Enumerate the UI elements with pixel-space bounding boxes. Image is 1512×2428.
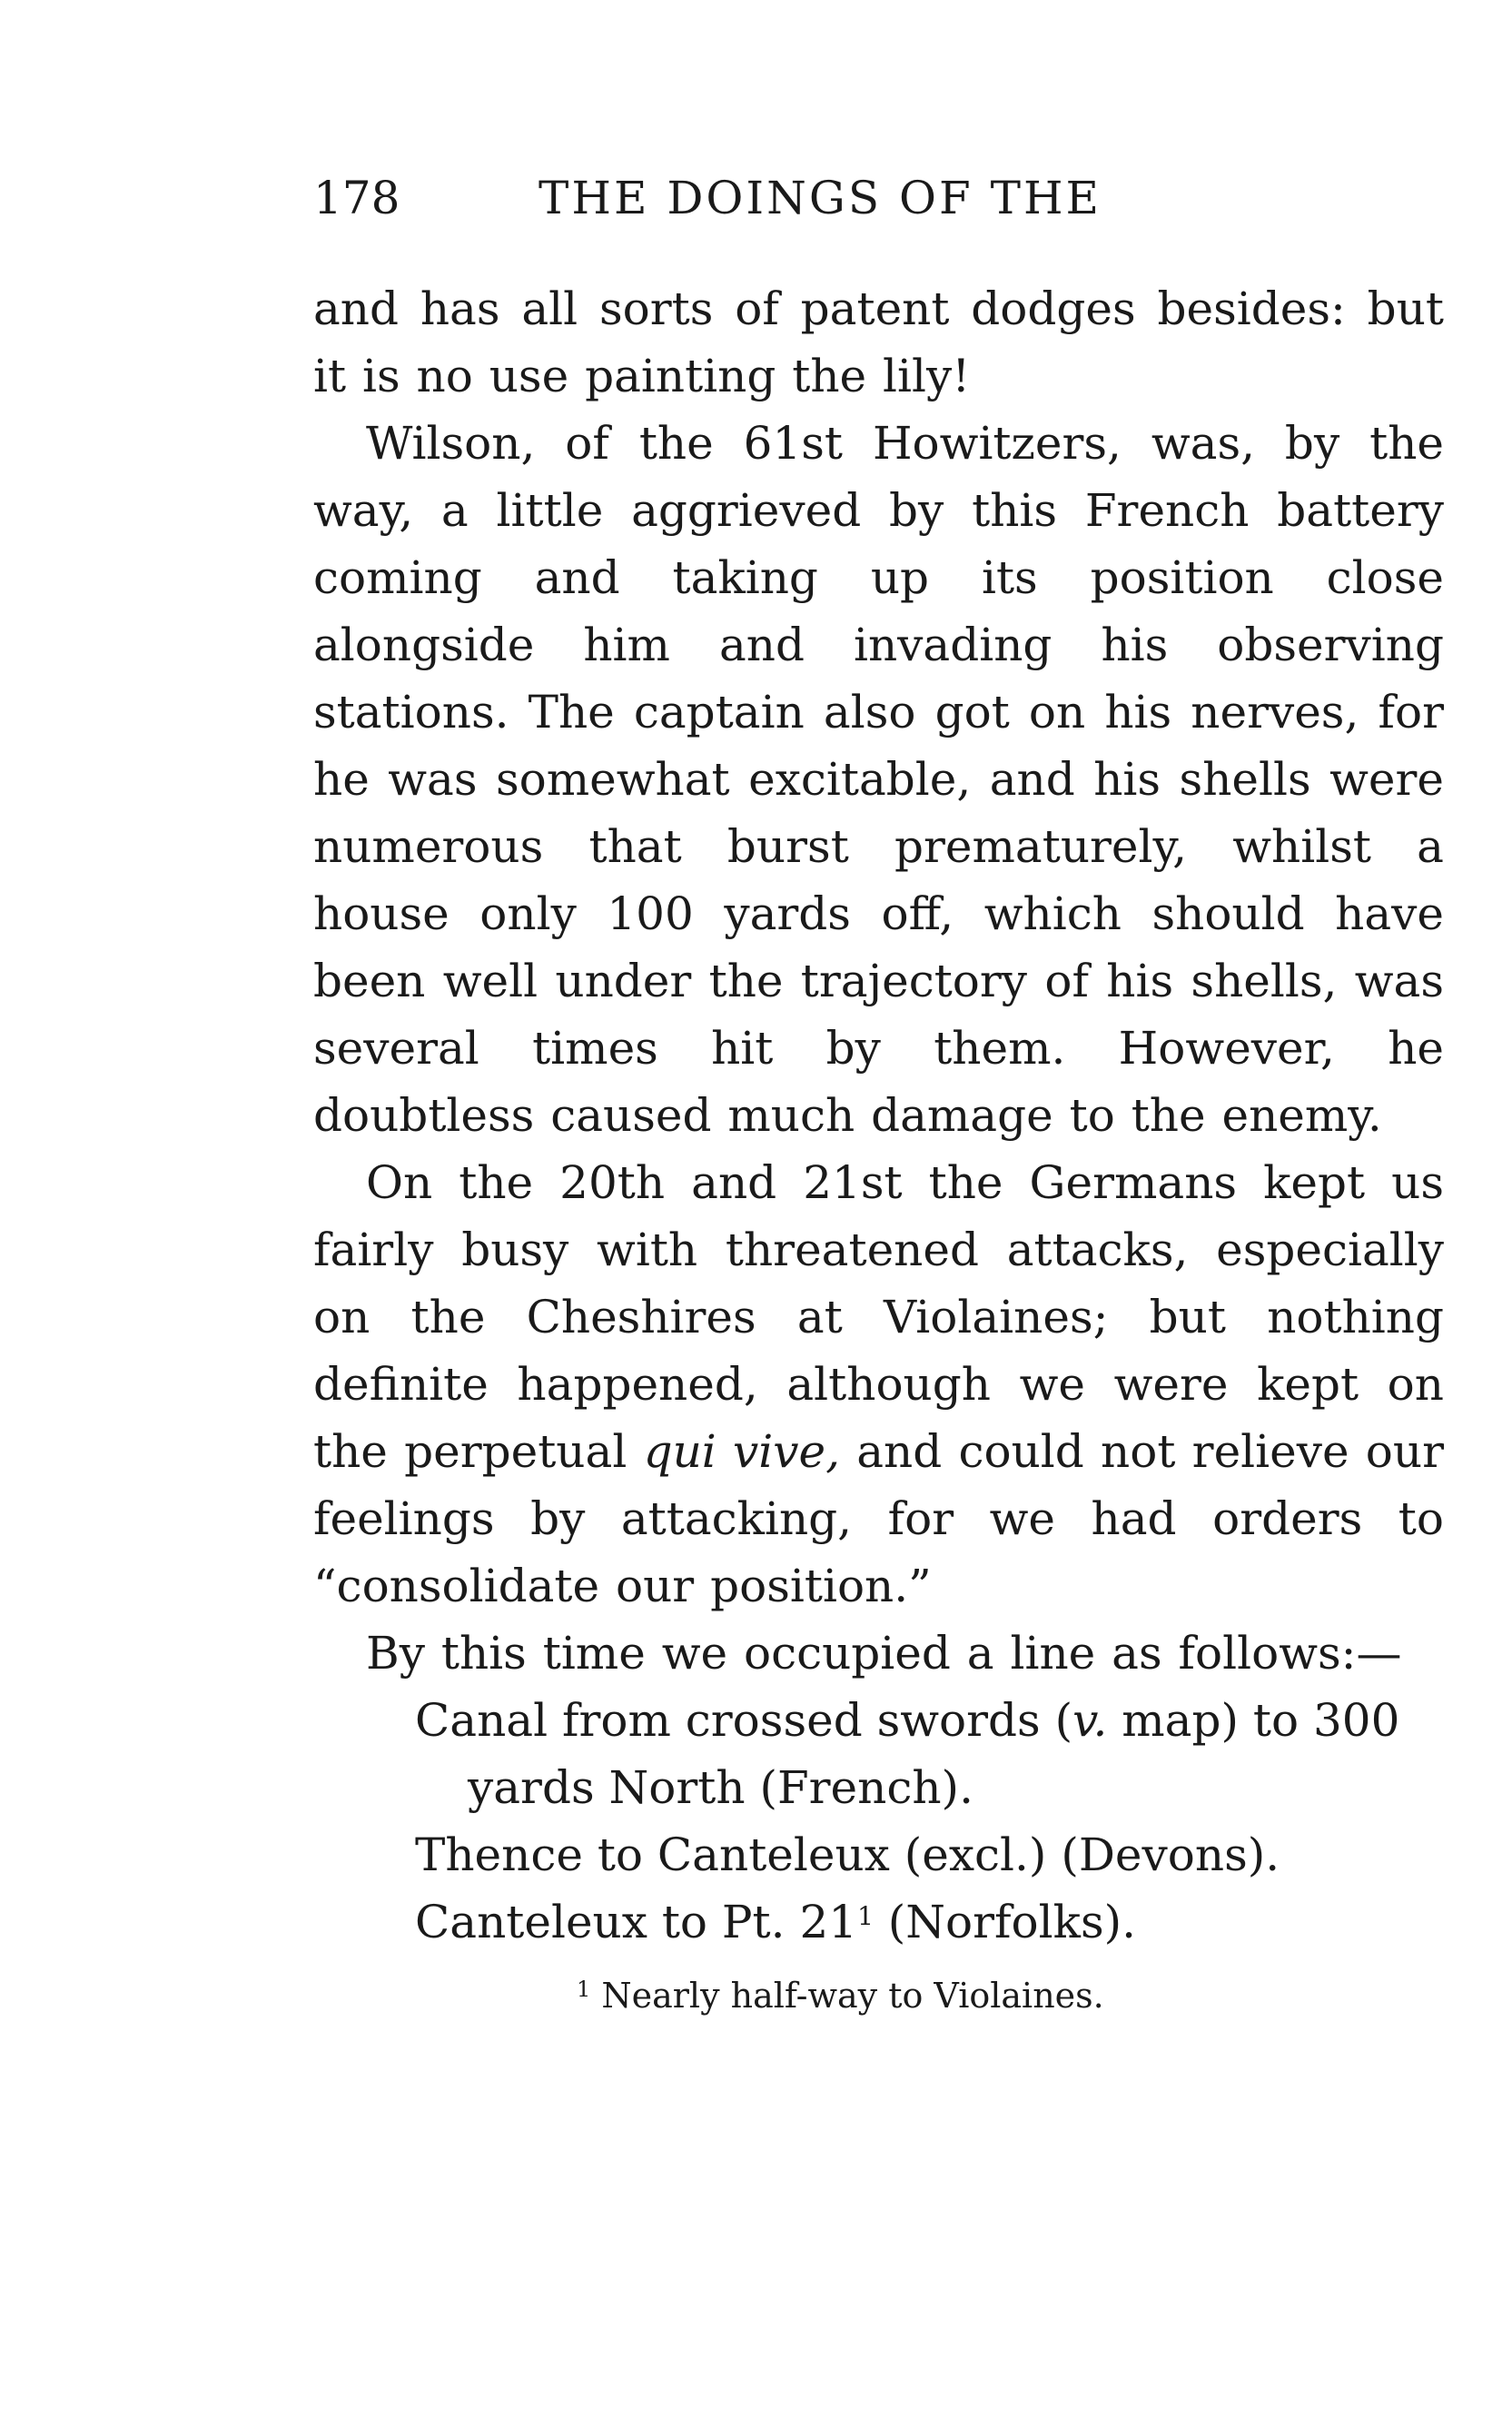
line-list-item-canal [313,1687,1444,1821]
footnote-text: Nearly half-way to Violaines. [601,1976,1104,2016]
paragraph-3-text-b: and could not relieve our feelings by attacking, for we had orders to “consolidate our position.” [313,1425,1445,1612]
paragraph-1: and has all sorts of patent dodges besides: but it is no use painting the lily! [313,282,1444,402]
paragraph-3 [313,1149,1444,1620]
running-title: THE DOINGS OF THE [539,172,1102,224]
running-head [313,171,1208,225]
body-text [313,275,1444,2023]
line-list-item-canal-text-a: Canal from crossed swords ( [415,1694,1073,1747]
paragraph-3-text-a: On the 20th and 21st the Germans kept us fairly busy with threatened attacks, especially on the Cheshires at Violaines; but nothing definite happened, although we were kept on the perpetual [313,1156,1444,1478]
footnote-marker: 1 [577,1977,591,2002]
paragraph-2: Wilson, of the 61st Howitzers, was, by the way, a little aggrieved by this French battery coming and taking up its position close alongside him and invading his observing stations. The captain also got on his nerves, for he was somewhat excitable, and his shells were numerous that burst prematurely, whilst a house only 100 yards off, which should have been well under the trajectory of his shells, was several times hit by them. However, he doubtless caused much damage to the enemy. [313,417,1444,1142]
paragraph-4: By this time we occupied a line as follows:— [366,1627,1402,1680]
line-list-item-canteleux-text-a: Canteleux to Pt. 21 [415,1896,858,1948]
footnote-reference: 1 [857,1901,874,1931]
line-list-item-canteleux-text-b: (Norfolks). [873,1896,1137,1948]
footnote [313,1968,1444,2023]
line-list-item-thence: Thence to Canteleux (excl.) (Devons). [415,1828,1280,1881]
line-list-item-canal-italic: v. [1072,1694,1108,1747]
paragraph-3-italic: qui vive, [643,1425,840,1478]
line-list-item-canteleux [313,1888,1444,1956]
line-list-item-canal-text-b: map) to 300 yards North (French). [468,1694,1400,1814]
line-list [313,1687,1444,1956]
page-number: 178 [313,172,400,224]
